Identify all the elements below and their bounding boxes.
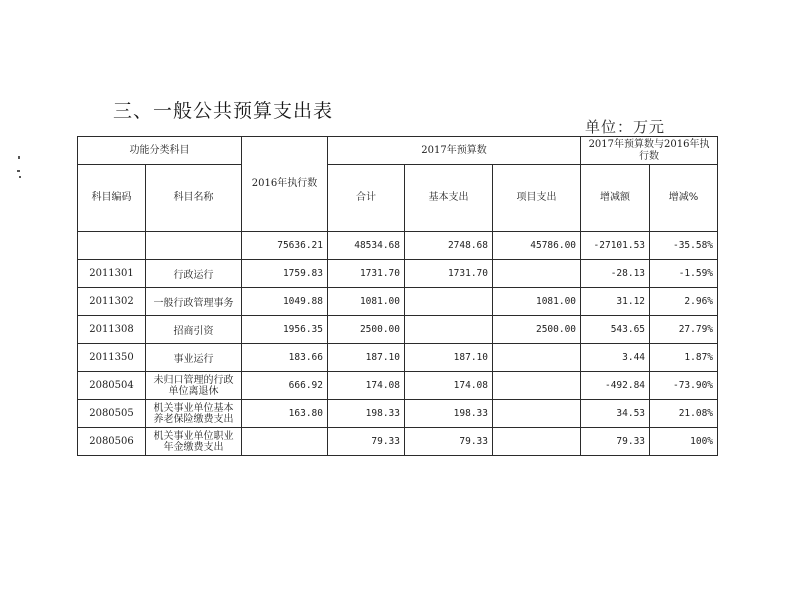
cell-basic: 79.33 xyxy=(405,428,493,456)
table-row xyxy=(78,428,718,456)
cell-project: 1081.00 xyxy=(493,288,581,316)
cell-exec2016: 75636.21 xyxy=(242,232,328,260)
cell-exec2016: 1956.35 xyxy=(242,316,328,344)
cell-exec2016: 666.92 xyxy=(242,372,328,400)
cell-total: 2500.00 xyxy=(328,316,405,344)
cell-basic: 198.33 xyxy=(405,400,493,428)
cell-name: 招商引资 xyxy=(146,316,242,344)
cell-total: 1731.70 xyxy=(328,260,405,288)
scan-mark xyxy=(18,156,20,159)
cell-total: 79.33 xyxy=(328,428,405,456)
cell-project xyxy=(493,400,581,428)
cell-change: 31.12 xyxy=(581,288,650,316)
cell-change: -28.13 xyxy=(581,260,650,288)
cell-total: 48534.68 xyxy=(328,232,405,260)
cell-exec2016: 1049.88 xyxy=(242,288,328,316)
cell-change: 3.44 xyxy=(581,344,650,372)
header-compare: 2017年预算数与2016年执行数 xyxy=(581,137,718,165)
cell-name: 行政运行 xyxy=(146,260,242,288)
page-title: 三、一般公共预算支出表 xyxy=(113,100,334,122)
table-row xyxy=(78,316,718,344)
header-total: 合计 xyxy=(328,165,405,232)
table-row xyxy=(78,288,718,316)
cell-exec2016 xyxy=(242,428,328,456)
cell-change: 79.33 xyxy=(581,428,650,456)
cell-basic: 2748.68 xyxy=(405,232,493,260)
cell-total: 1081.00 xyxy=(328,288,405,316)
header-basic: 基本支出 xyxy=(405,165,493,232)
cell-change: 543.65 xyxy=(581,316,650,344)
cell-change: -27101.53 xyxy=(581,232,650,260)
cell-project: 45786.00 xyxy=(493,232,581,260)
header-name: 科目名称 xyxy=(146,165,242,232)
cell-pct: -73.90% xyxy=(650,372,718,400)
header-project: 项目支出 xyxy=(493,165,581,232)
cell-code: 2011308 xyxy=(78,316,146,344)
scan-mark xyxy=(19,176,21,178)
cell-change: -492.84 xyxy=(581,372,650,400)
cell-project: 2500.00 xyxy=(493,316,581,344)
cell-basic xyxy=(405,316,493,344)
unit-label: 单位：万元 xyxy=(585,118,666,136)
cell-code: 2011302 xyxy=(78,288,146,316)
cell-pct: 1.87% xyxy=(650,344,718,372)
cell-pct: 21.08% xyxy=(650,400,718,428)
cell-code: 2080505 xyxy=(78,400,146,428)
cell-pct: 2.96% xyxy=(650,288,718,316)
budget-expenditure-table xyxy=(77,136,718,456)
cell-project xyxy=(493,260,581,288)
cell-pct: 100% xyxy=(650,428,718,456)
cell-basic: 187.10 xyxy=(405,344,493,372)
cell-code: 2011350 xyxy=(78,344,146,372)
cell-code xyxy=(78,232,146,260)
table-row xyxy=(78,344,718,372)
header-code: 科目编码 xyxy=(78,165,146,232)
cell-name xyxy=(146,232,242,260)
table-row-total xyxy=(78,232,718,260)
cell-pct: -35.58% xyxy=(650,232,718,260)
cell-project xyxy=(493,344,581,372)
header-change: 增减额 xyxy=(581,165,650,232)
cell-exec2016: 183.66 xyxy=(242,344,328,372)
scan-mark xyxy=(17,170,20,172)
header-change-pct: 增减% xyxy=(650,165,718,232)
cell-code: 2080506 xyxy=(78,428,146,456)
cell-exec2016: 163.80 xyxy=(242,400,328,428)
cell-exec2016: 1759.83 xyxy=(242,260,328,288)
cell-name: 一般行政管理事务 xyxy=(146,288,242,316)
cell-pct: 27.79% xyxy=(650,316,718,344)
cell-project xyxy=(493,372,581,400)
header-budget-2017: 2017年预算数 xyxy=(328,137,581,165)
table-row xyxy=(78,372,718,400)
table-row xyxy=(78,400,718,428)
cell-total: 198.33 xyxy=(328,400,405,428)
cell-total: 174.08 xyxy=(328,372,405,400)
header-exec-2016: 2016年执行数 xyxy=(242,137,328,232)
cell-pct: -1.59% xyxy=(650,260,718,288)
cell-change: 34.53 xyxy=(581,400,650,428)
cell-basic: 174.08 xyxy=(405,372,493,400)
cell-name: 事业运行 xyxy=(146,344,242,372)
cell-code: 2080504 xyxy=(78,372,146,400)
cell-name: 机关事业单位基本养老保险缴费支出 xyxy=(146,400,242,428)
cell-name: 未归口管理的行政单位离退休 xyxy=(146,372,242,400)
cell-name: 机关事业单位职业年金缴费支出 xyxy=(146,428,242,456)
header-category: 功能分类科目 xyxy=(78,137,242,165)
cell-basic: 1731.70 xyxy=(405,260,493,288)
cell-total: 187.10 xyxy=(328,344,405,372)
table-row xyxy=(78,260,718,288)
cell-project xyxy=(493,428,581,456)
cell-code: 2011301 xyxy=(78,260,146,288)
cell-basic xyxy=(405,288,493,316)
